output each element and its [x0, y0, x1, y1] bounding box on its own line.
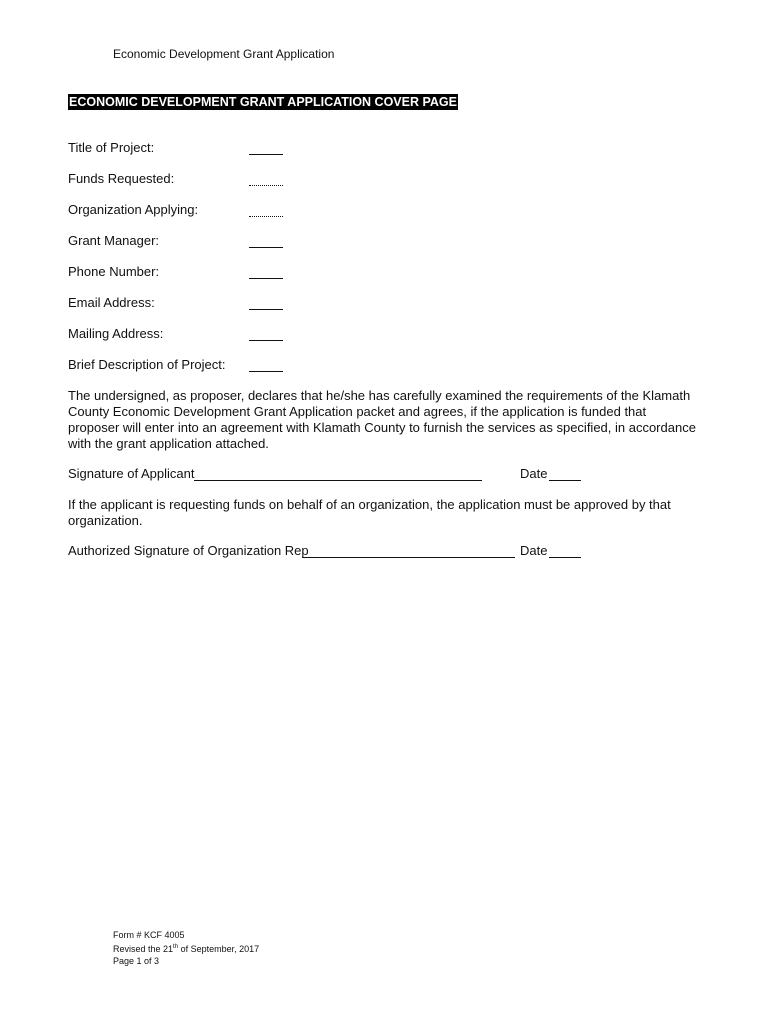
- org-signature-line[interactable]: [302, 557, 515, 558]
- field-mailing-address: [68, 326, 308, 344]
- applicant-date-line[interactable]: [549, 480, 581, 481]
- cover-page-title: ECONOMIC DEVELOPMENT GRANT APPLICATION COVER PAGE: [69, 95, 457, 109]
- field-label: Title of Project:: [68, 140, 155, 155]
- field-phone-number: [68, 264, 308, 282]
- declaration-paragraph: The undersigned, as proposer, declares that he/she has carefully examined the requirements of the Klamath County Economic Development Grant Application packet and agrees, if the application is funded that proposer will enter into an agreement with Klamath County to furnish the services as specified, in accordance with the grant application attached.: [68, 388, 696, 451]
- applicant-date-label: Date: [520, 466, 548, 481]
- org-date-label: Date: [520, 543, 548, 558]
- blank-line[interactable]: [249, 309, 283, 310]
- field-label: Email Address:: [68, 295, 155, 310]
- applicant-signature-label: Signature of Applicant: [68, 466, 195, 481]
- running-header: Economic Development Grant Application: [113, 47, 335, 61]
- field-email-address: [68, 295, 308, 313]
- field-grant-manager: [68, 233, 308, 251]
- org-signature-label: Authorized Signature of Organization Rep: [68, 543, 309, 558]
- blank-line[interactable]: [249, 371, 283, 372]
- field-label: Funds Requested:: [68, 171, 175, 186]
- blank-line[interactable]: [249, 185, 283, 186]
- field-label: Brief Description of Project:: [68, 357, 226, 372]
- revision-date: Revised the 21th of September, 2017: [113, 944, 260, 954]
- applicant-signature-line[interactable]: [194, 480, 482, 481]
- blank-line[interactable]: [249, 247, 283, 248]
- field-label: Phone Number:: [68, 264, 160, 279]
- blank-line[interactable]: [249, 216, 283, 217]
- applicant-signature-row: [68, 466, 698, 484]
- org-signature-row: [68, 543, 698, 561]
- field-label: Organization Applying:: [68, 202, 199, 217]
- org-date-line[interactable]: [549, 557, 581, 558]
- page-footer: [113, 929, 259, 967]
- field-title-of-project: [68, 140, 308, 158]
- organization-note: If the applicant is requesting funds on behalf of an organization, the application must be approved by that organization.: [68, 497, 671, 528]
- field-organization-applying: [68, 202, 308, 220]
- page-number: Page 1 of 3: [113, 956, 160, 966]
- blank-line[interactable]: [249, 154, 283, 155]
- field-funds-requested: [68, 171, 308, 189]
- blank-line[interactable]: [249, 340, 283, 341]
- blank-line[interactable]: [249, 278, 283, 279]
- field-label: Mailing Address:: [68, 326, 164, 341]
- form-number: Form # KCF 4005: [113, 930, 185, 940]
- field-brief-description: [68, 357, 308, 375]
- field-label: Grant Manager:: [68, 233, 160, 248]
